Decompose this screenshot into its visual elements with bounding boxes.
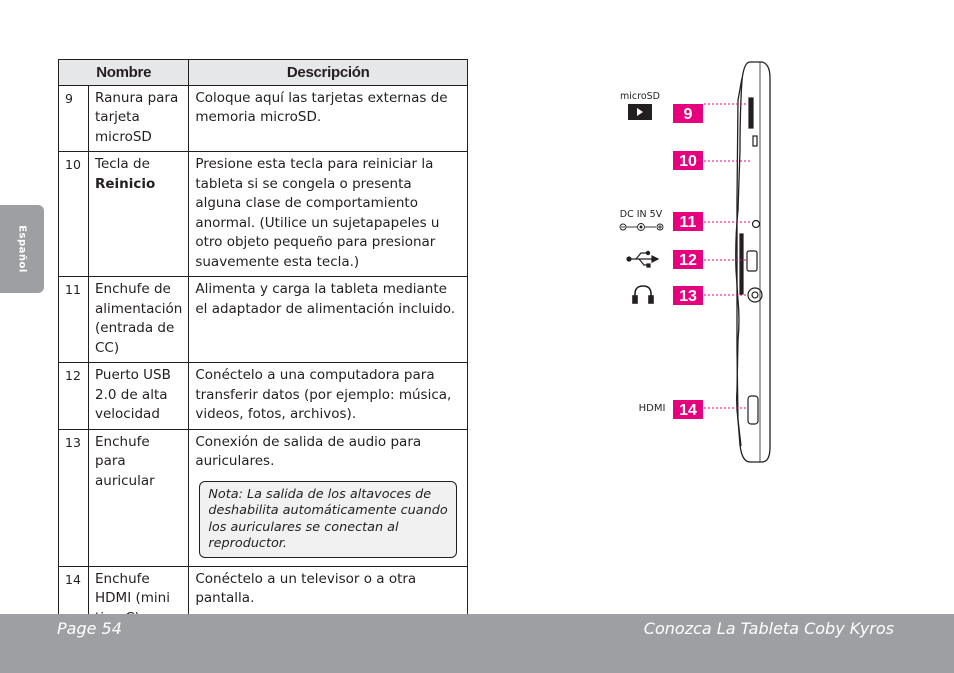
row-number: 13 (59, 429, 89, 566)
usb-port (747, 251, 757, 271)
table-row (59, 152, 468, 277)
row-number: 9 (59, 85, 89, 152)
badge-10-label: 10 (679, 153, 697, 170)
note-box: Nota: La salida de los altavoces de deshabilita automáticamente cuando los auriculares se conectan al reproductor. (199, 481, 457, 558)
badge-11-label: 11 (679, 214, 697, 231)
badge-14-label: 14 (679, 402, 697, 419)
leader-lines (704, 104, 752, 408)
dc-jack (753, 221, 760, 228)
port-shapes (740, 98, 762, 424)
row-name: Ranura para tarjeta microSD (89, 85, 189, 152)
reset-hole (753, 136, 757, 146)
row-description: Conéctelo a un televisor o a otra pantalla. (189, 566, 468, 633)
row-description: Conéctelo a una computadora para transferir datos (por ejemplo: música, videos, fotos, archivos). (189, 363, 468, 430)
row-description (189, 429, 468, 566)
row-name: Enchufe de alimentación (entrada de CC) (89, 277, 189, 363)
badge-13-label: 13 (679, 288, 697, 305)
badge-9-label: 9 (683, 106, 693, 123)
table-header-row (59, 60, 468, 86)
microsd-slot (749, 98, 753, 128)
hdmi-label: HDMI (638, 403, 666, 414)
row-description: Alimenta y carga la tableta mediante el adaptador de alimentación incluido. (189, 277, 468, 363)
row-description-text: Conexión de salida de audio para auriculares. (195, 433, 422, 469)
page-footer (0, 614, 954, 673)
table-row (59, 277, 468, 363)
row-description: Coloque aquí las tarjetas externas de memoria microSD. (189, 85, 468, 152)
side-rail (740, 234, 743, 294)
badge-12-label: 12 (679, 252, 697, 269)
header-description: Descripción (189, 60, 468, 86)
row-number: 12 (59, 363, 89, 430)
language-tab-label: Español (16, 225, 28, 273)
row-number: 10 (59, 152, 89, 277)
usb-icon (627, 251, 658, 267)
table-row (59, 429, 468, 566)
row-name: Puerto USB 2.0 de alta velocidad (89, 363, 189, 430)
microsd-label: microSD (620, 91, 660, 102)
language-tab (0, 205, 44, 293)
row-name: Enchufe HDMI (mini (89, 566, 189, 633)
specification-table (58, 59, 468, 633)
row-number: 14 (59, 566, 89, 633)
row-name (89, 152, 189, 277)
row-name: Enchufe para auricular (89, 429, 189, 566)
tablet-side-diagram (600, 55, 790, 475)
row-name-bold: Reinicio (95, 175, 156, 192)
dcin-label: DC IN 5V (619, 209, 663, 220)
row-number: 11 (59, 277, 89, 363)
microsd-card-icon (628, 104, 652, 120)
footer-title: Conozca La Tableta Coby Kyros (643, 619, 894, 638)
headphones-icon (633, 286, 653, 303)
page-number: Page 54 (57, 619, 122, 638)
table-row (59, 85, 468, 152)
row-description: Presione esta tecla para reiniciar la tableta si se congela o presenta alguna clase de comportamiento anormal. (Utilice un sujetapapeles u otro objeto pequeño para presionar suavemente esta tecla.) (189, 152, 468, 277)
dc-polarity-icon (620, 224, 663, 231)
header-name: Nombre (59, 60, 189, 86)
number-badges (673, 104, 703, 419)
table-row (59, 363, 468, 430)
row-name-prefix: Tecla de (95, 156, 150, 172)
hdmi-port (748, 396, 758, 424)
